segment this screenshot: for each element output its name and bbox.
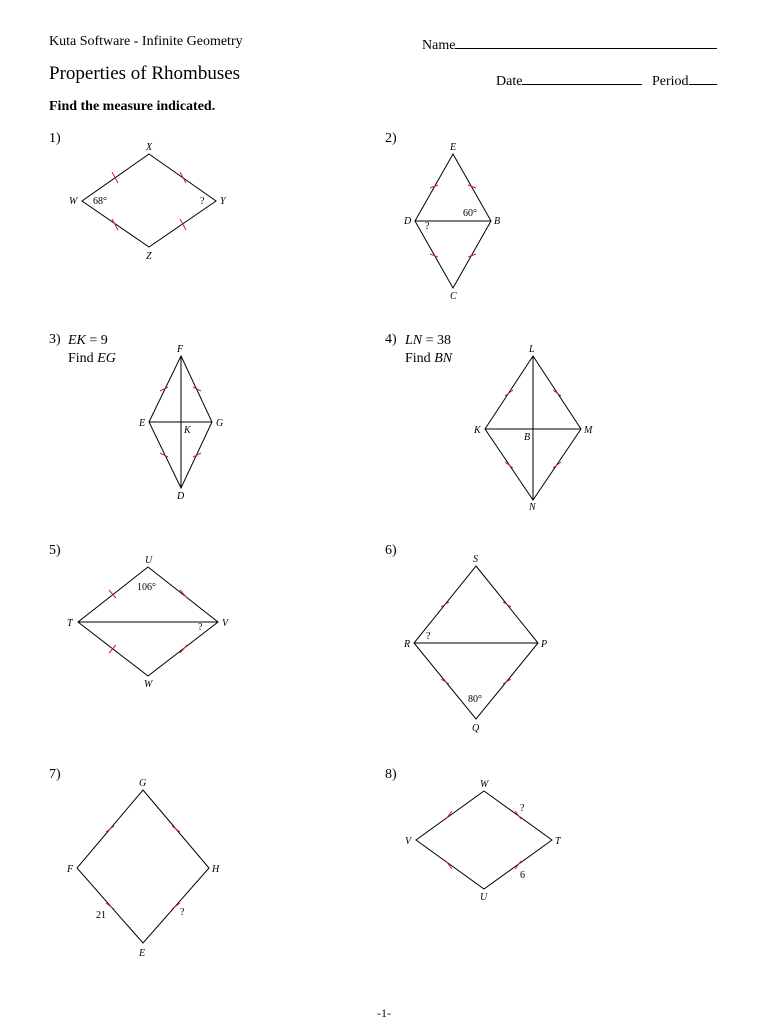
congruence-tick [180,172,186,183]
vertex-label: D [404,216,412,227]
vertex-label: E [139,948,146,959]
vertex-label: B [494,216,501,227]
vertex-label: V [405,836,412,847]
congruence-tick [180,590,187,598]
vertex-label: P [541,639,548,650]
congruence-tick [180,645,187,653]
problem-number-5: 5) [49,543,61,558]
unknown-label: ? [520,803,525,814]
angle-label: 106° [137,582,156,593]
vertex-label: K [474,425,481,436]
rhombus-figure-5 [67,555,230,690]
problem-number-4: 4) [385,332,397,347]
vertex-label: F [67,864,74,875]
congruence-tick [106,826,114,832]
vertex-label: C [450,291,457,302]
vertex-label: Q [472,723,480,734]
vertex-label: X [146,142,153,153]
page-number: -1- [377,1006,391,1020]
congruence-tick [553,390,561,396]
instructions: Find the measure indicated. [49,99,216,114]
vertex-label: G [216,418,224,429]
rhombus-figure-4 [473,344,593,513]
vertex-label: W [480,779,489,790]
vertex-label: Z [146,251,152,262]
vertex-label: E [139,418,146,429]
problem-number-8: 8) [385,767,397,782]
given-line: EK = 9 [68,333,108,348]
vertex-label: F [177,344,184,355]
given-line: LN = 38 [405,333,452,348]
rhombus-figure-7 [66,778,220,959]
date-label: Date [496,74,523,89]
problem-number-3: 3) [49,332,61,347]
name-label: Name [422,38,456,53]
vertex-label: U [145,555,153,566]
vertex-label: T [555,836,561,847]
congruence-tick [441,602,449,607]
rhombus-figure-6 [403,554,547,734]
vertex-label: E [450,142,457,153]
angle-label: 60° [463,208,477,219]
congruence-tick [106,903,114,909]
unknown-label: ? [200,196,205,207]
congruence-tick [515,861,521,869]
vertex-label: W [144,679,153,690]
rhombus-figure-1 [69,142,227,262]
problem-number-7: 7) [49,767,61,782]
rhombus-outline [416,791,552,889]
congruence-tick [172,826,180,832]
intersection-label: K [184,425,191,436]
rhombus-figure-2 [403,142,500,302]
given-line: Find EG [68,351,116,366]
congruence-tick [441,679,449,684]
period-label: Period [652,74,689,89]
side-length-label: 6 [520,870,525,881]
congruence-tick [505,462,513,468]
angle-label: 68° [93,196,107,207]
problem-number-1: 1) [49,131,61,146]
congruence-tick [503,602,511,607]
congruence-tick [553,462,561,468]
vertex-label: N [529,502,536,513]
rhombus-figure-8 [405,779,562,903]
vertex-label: T [67,618,73,629]
vertex-label: M [584,425,593,436]
vertex-label: W [69,196,78,207]
vertex-label: H [212,864,220,875]
unknown-label: ? [180,907,185,918]
vertex-label: L [529,344,535,355]
vertex-label: V [222,618,229,629]
vertex-label: S [473,554,478,565]
given-line: Find BN [405,351,453,366]
unknown-label: ? [426,631,431,642]
unknown-label: ? [425,221,430,232]
congruence-tick [172,903,180,909]
congruence-tick [505,390,513,396]
page-title: Properties of Rhombuses [49,63,241,84]
publisher-line: Kuta Software - Infinite Geometry [49,34,243,49]
intersection-label: B [524,432,531,443]
vertex-label: R [404,639,411,650]
vertex-label: D [177,491,185,502]
congruence-tick [503,679,511,684]
side-length-label: 21 [96,910,106,921]
vertex-label: Y [220,196,226,207]
problem-number-2: 2) [385,131,397,146]
unknown-label: ? [198,622,203,633]
congruence-tick [112,172,118,183]
rhombus-figure-3 [138,344,223,502]
angle-label: 80° [468,694,482,705]
vertex-label: U [480,892,488,903]
vertex-label: G [139,778,147,789]
problem-number-6: 6) [385,543,397,558]
